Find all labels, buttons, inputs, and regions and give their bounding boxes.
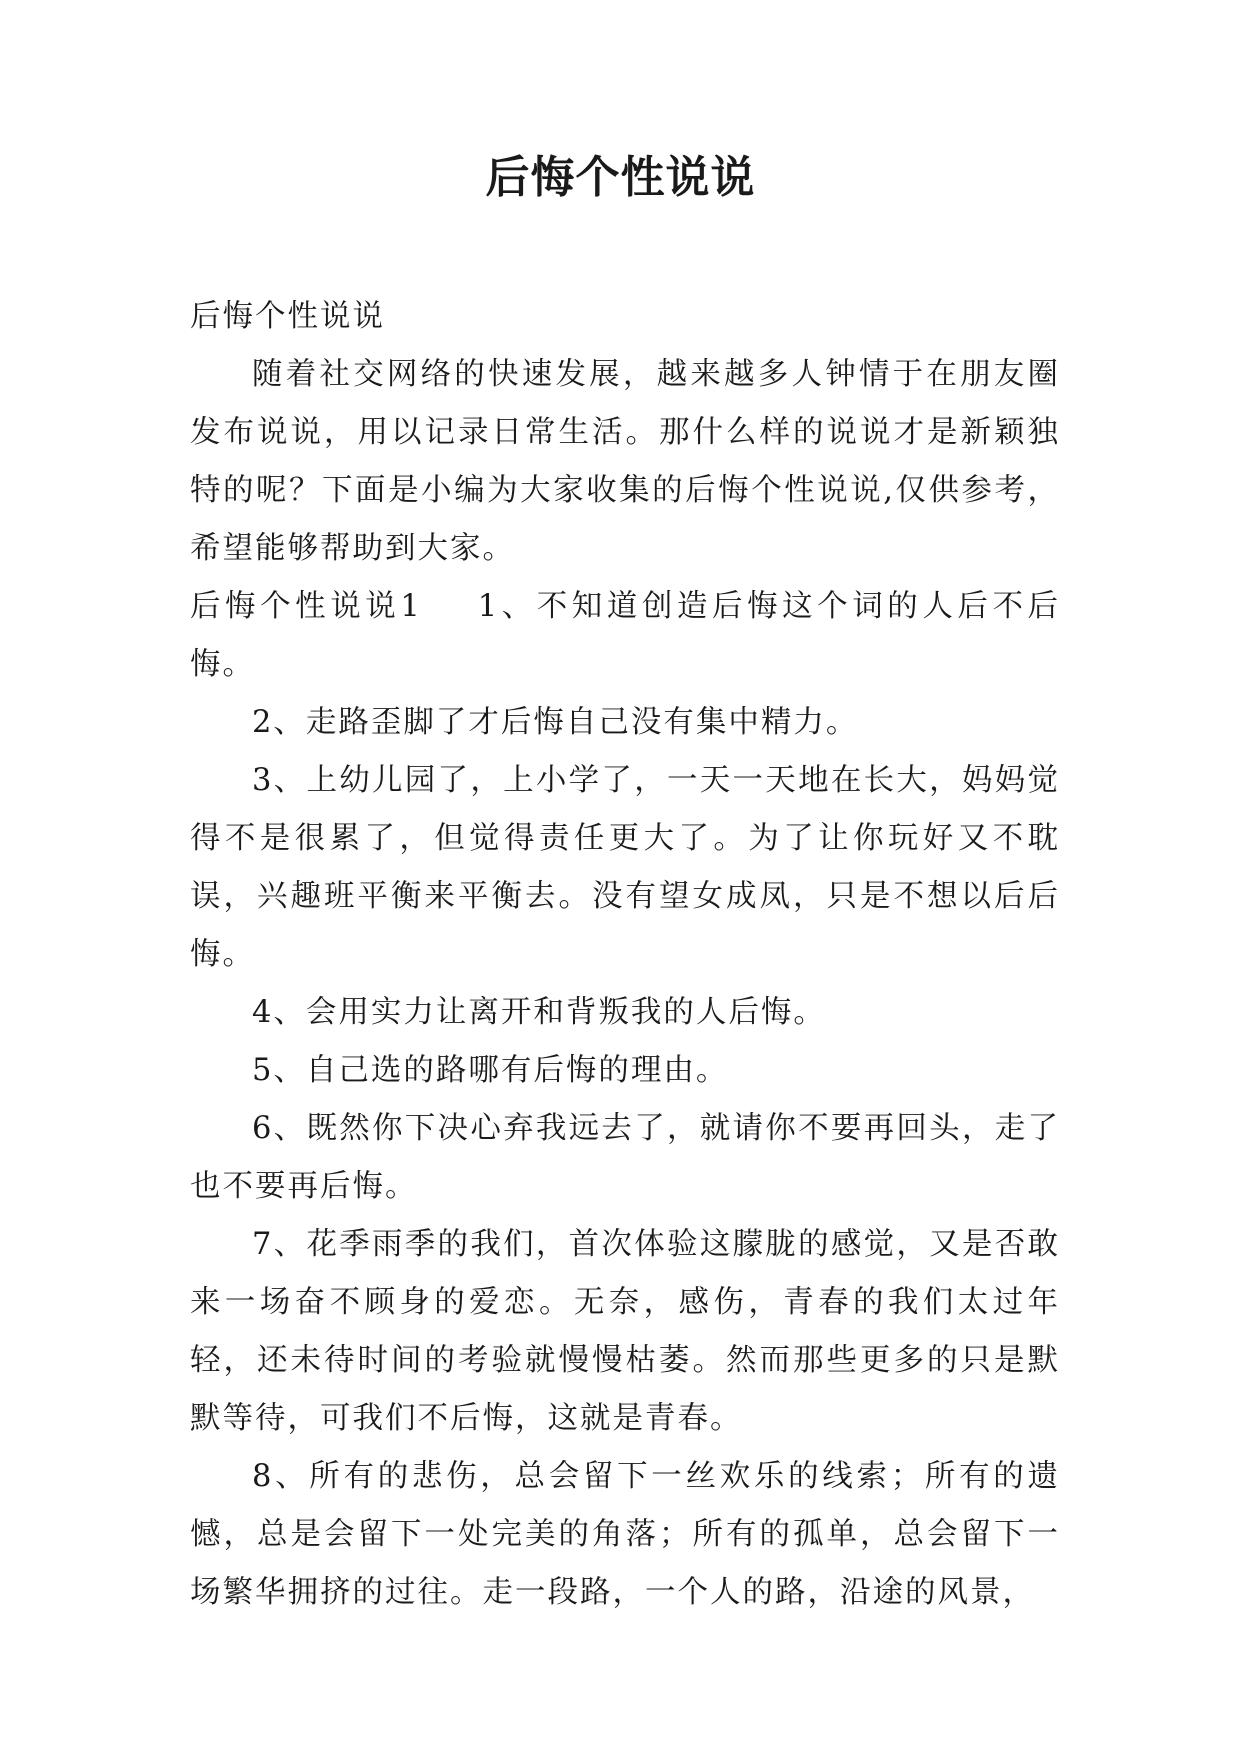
intro-paragraph: 随着社交网络的快速发展，越来越多人钟情于在朋友圈发布说说，用以记录日常生活。那什么样的说说才是新颖独特的呢？下面是小编为大家收集的后悔个性说说,仅供参考，希望能够帮助到大家。 [190, 357, 1060, 566]
section-heading-line [190, 578, 1060, 694]
section-heading: 后悔个性说说1 [190, 589, 422, 624]
list-item-3: 3、上幼儿园了，上小学了，一天一天地在长大，妈妈觉得不是很累了，但觉得责任更大了。为了让你玩好又不耽误，兴趣班平衡来平衡去。没有望女成凤，只是不想以后后悔。 [190, 763, 1060, 972]
list-item-2: 2、走路歪脚了才后悔自己没有集中精力。 [252, 705, 859, 740]
list-item-7: 7、花季雨季的我们，首次体验这朦胧的感觉，又是否敢来一场奋不顾身的爱恋。无奈，感伤，青春的我们太过年轻，还未待时间的考验就慢慢枯萎。然而那些更多的只是默默等待，可我们不后悔，这就是青春。 [190, 1227, 1060, 1436]
list-item-4: 4、会用实力让离开和背叛我的人后悔。 [252, 995, 826, 1030]
subtitle: 后悔个性说说 [190, 299, 385, 334]
list-item-8: 8、所有的悲伤，总会留下一丝欢乐的线索；所有的遗憾，总是会留下一处完美的角落；所有的孤单，总会留下一场繁华拥挤的过往。走一段路，一个人的路，沿途的风景， [190, 1459, 1060, 1610]
list-item-1: 1、不知道创造后悔这个词的人后不后悔。 [190, 589, 1061, 682]
list-item-6: 6、既然你下决心弃我远去了，就请你不要再回头，走了也不要再后悔。 [190, 1111, 1060, 1204]
list-item-5: 5、自己选的路哪有后悔的理由。 [252, 1053, 729, 1088]
document-title: 后悔个性说说 [485, 152, 756, 203]
document-body [190, 288, 1060, 1622]
